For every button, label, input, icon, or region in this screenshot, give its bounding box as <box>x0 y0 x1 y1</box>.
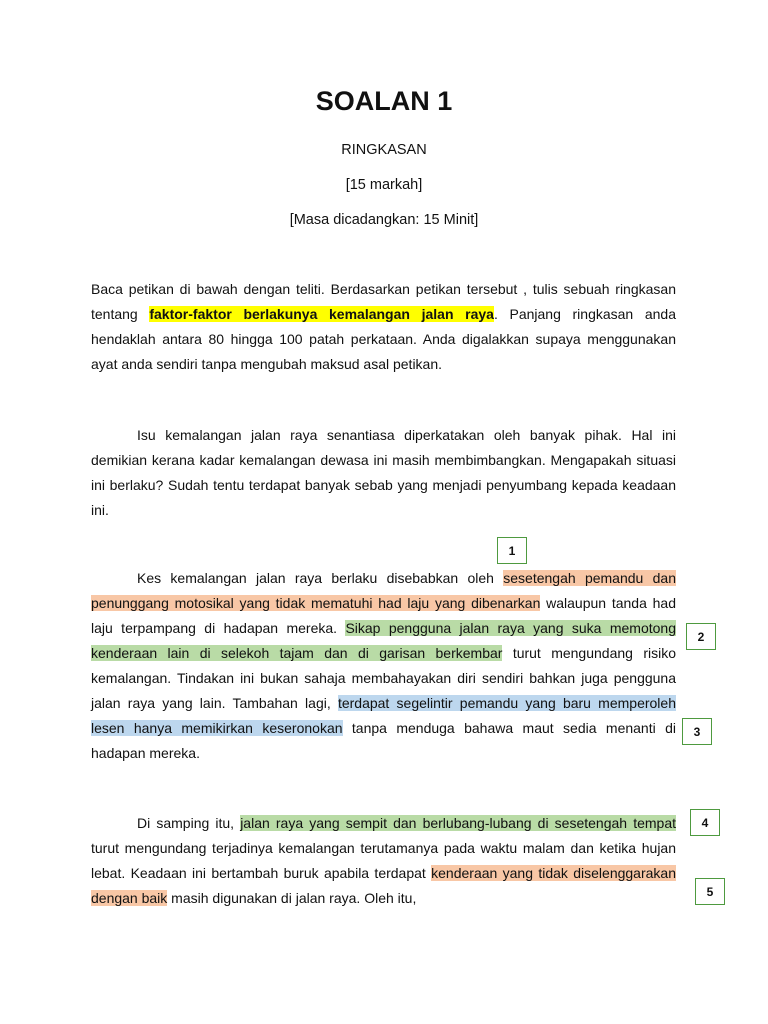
p2-text-1: Kes kemalangan jalan raya berlaku disebabkan oleh <box>137 570 504 586</box>
marker-box-2: 2 <box>686 623 716 650</box>
p3-text-2: turut mengundang terjadinya kemalangan terutamanya pada waktu malam dan ketika hujan lebat. Keadaan ini bertambah buruk apabila terdapat <box>91 840 676 881</box>
marker-box-4: 4 <box>690 809 720 836</box>
marks-label: [15 markah] <box>345 177 423 193</box>
time-label: [Masa dicadangkan: 15 Minit] <box>289 212 479 228</box>
p3-highlight-1: jalan raya yang sempit dan berlubang-lubang di sesetengah tempat <box>240 815 677 831</box>
p3-highlight-2: kenderaan yang tidak diselenggarakan dengan baik <box>91 865 676 906</box>
p2-highlight-1: sesetengah pemandu dan penunggang motosikal yang tidak mematuhi had laju yang dibenarkan <box>91 570 676 611</box>
p2-highlight-3: terdapat segelintir pemandu yang baru memperoleh lesen hanya memikirkan keseronokan <box>91 695 676 736</box>
instructions-text-1: Baca petikan di bawah dengan teliti. Berdasarkan petikan tersebut , tulis sebuah ringkasan tentang <box>91 281 676 322</box>
p3-text-1: Di samping itu, <box>137 815 241 831</box>
instructions-text-2: . Panjang ringkasan anda hendaklah antara 80 hingga 100 patah perkataan. Anda digalakkan supaya menggunakan ayat anda sendiri tanpa mengubah maksud asal petikan. <box>91 306 676 372</box>
p2-text-2: walaupun tanda had laju terpampang di hadapan mereka. <box>91 595 677 636</box>
p2-text-3: turut mengundang risiko kemalangan. Tindakan ini bukan sahaja membahayakan diri sendiri bahkan juga pengguna jalan raya yang lain. Tambahan lagi, <box>91 645 676 711</box>
marker-box-1: 1 <box>497 537 527 564</box>
instructions-paragraph <box>91 277 676 377</box>
marker-box-5: 5 <box>695 878 725 905</box>
page-title: SOALAN 1 <box>315 86 453 116</box>
paragraph-3 <box>91 811 676 911</box>
instructions-highlight: faktor-faktor berlakunya kemalangan jalan raya <box>149 306 494 322</box>
p2-highlight-2: Sikap pengguna jalan raya yang suka memotong kenderaan lain di selekoh tajam dan di garisan berkembar <box>91 620 676 661</box>
marker-box-3: 3 <box>682 718 712 745</box>
paragraph-2 <box>91 566 676 766</box>
p3-text-3: masih digunakan di jalan raya. Oleh itu, <box>167 890 417 906</box>
subtitle: RINGKASAN <box>341 142 427 158</box>
p2-text-4: tanpa menduga bahawa maut sedia menanti di hadapan mereka. <box>91 720 676 761</box>
paragraph-1: Isu kemalangan jalan raya senantiasa diperkatakan oleh banyak pihak. Hal ini demikian kerana kadar kemalangan dewasa ini masih membimbangkan. Mengapakah situasi ini berlaku? Sudah tentu terdapat banyak sebab yang menjadi penyumbang kepada keadaan ini. <box>91 427 676 518</box>
